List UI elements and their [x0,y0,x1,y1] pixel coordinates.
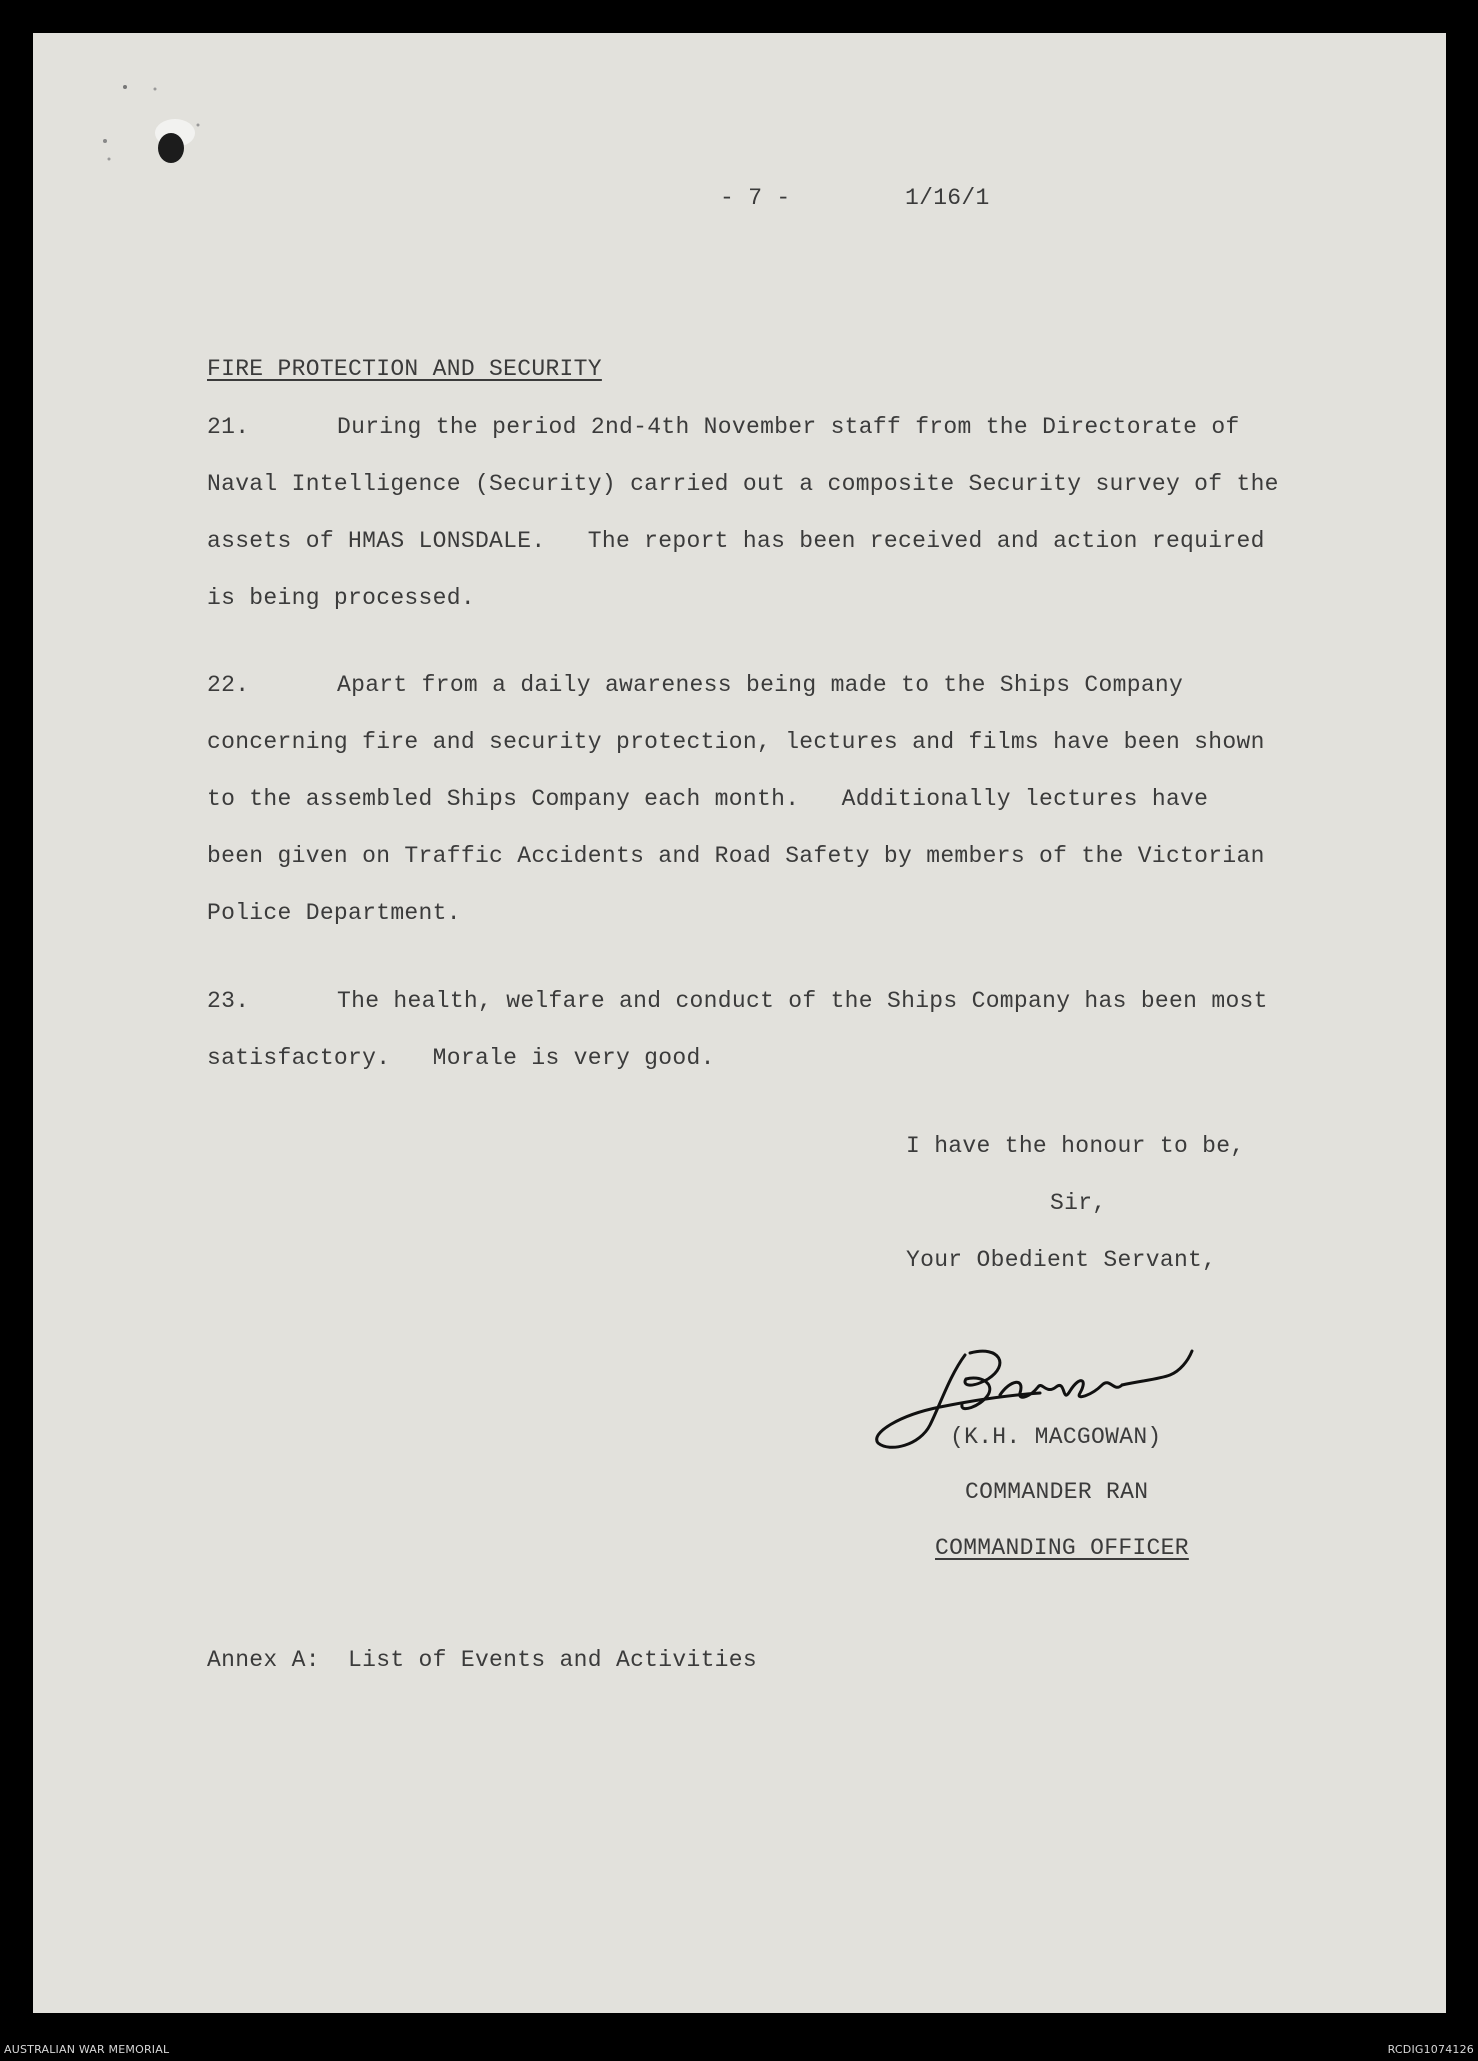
paragraph-number: 21. [207,414,250,440]
punch-hole-mark [83,73,223,183]
annex-reference: Annex A: List of Events and Activities [207,1647,757,1673]
paragraph-line: Police Department. [207,900,461,926]
paragraph-line: Naval Intelligence (Security) carried out a composite Security survey of the [207,471,1279,497]
paragraph-line: assets of HMAS LONSDALE. The report has been received and action required [207,528,1265,554]
paragraph-line: is being processed. [207,585,475,611]
signatory-rank: COMMANDER RAN [965,1479,1149,1505]
document-page [33,33,1446,2013]
paragraph-line: The health, welfare and conduct of the Ships Company has been most [337,988,1268,1014]
page-number: - 7 - [720,185,791,211]
paragraph-line: satisfactory. Morale is very good. [207,1045,715,1071]
file-reference: 1/16/1 [905,185,990,211]
closing-line: Your Obedient Servant, [906,1247,1217,1273]
paragraph-number: 23. [207,988,250,1014]
section-heading: FIRE PROTECTION AND SECURITY [207,356,602,382]
closing-line: Sir, [1050,1190,1107,1216]
handwritten-signature [870,1335,1230,1475]
footer-institution: AUSTRALIAN WAR MEMORIAL [4,2043,170,2056]
paragraph-line: Apart from a daily awareness being made to the Ships Company [337,672,1184,698]
footer-record-id: RCDIG1074126 [1387,2043,1474,2056]
paragraph-number: 22. [207,672,250,698]
paragraph-line: During the period 2nd-4th November staff from the Directorate of [337,414,1240,440]
paragraph-line: concerning fire and security protection, lectures and films have been shown [207,729,1265,755]
closing-line: I have the honour to be, [906,1133,1245,1159]
signatory-name: (K.H. MACGOWAN) [950,1424,1162,1450]
signatory-title: COMMANDING OFFICER [935,1535,1189,1561]
paragraph-line: been given on Traffic Accidents and Road Safety by members of the Victorian [207,843,1265,869]
paragraph-line: to the assembled Ships Company each month. Additionally lectures have [207,786,1209,812]
